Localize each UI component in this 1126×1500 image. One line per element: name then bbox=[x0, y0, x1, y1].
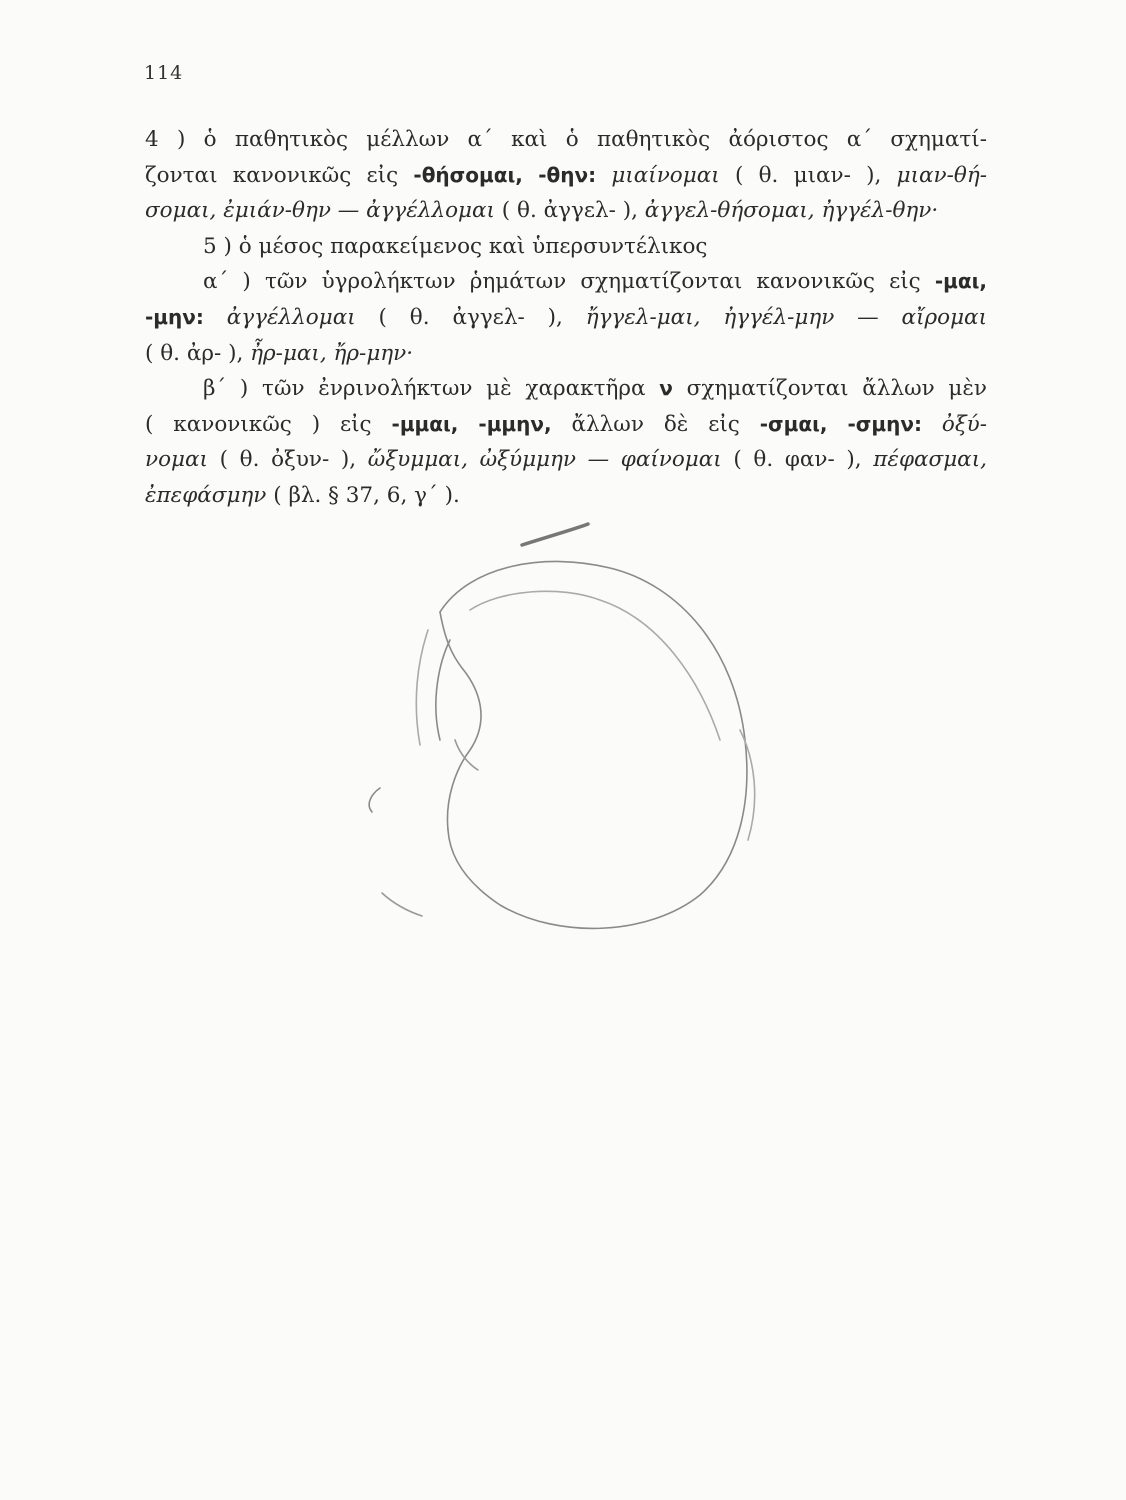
text-run: ( θ. ἀρ- ), bbox=[145, 340, 251, 366]
bold-term: -μην: bbox=[145, 304, 204, 329]
italic-word: ἤγγελ-μαι, ἠγγέλ-μην — αἴρομαι bbox=[585, 304, 987, 330]
italic-word: ἦρ-μαι, ἤρ-μην· bbox=[250, 340, 414, 366]
pencil-stroke bbox=[470, 591, 720, 740]
bold-term: -θήσομαι, -θην: bbox=[413, 162, 597, 187]
text-run bbox=[204, 305, 227, 330]
pencil-stroke bbox=[522, 524, 588, 545]
text-run: ἄλλων δὲ εἰς bbox=[551, 411, 760, 437]
bold-term: -σμαι, -σμην: bbox=[759, 411, 922, 436]
text-line bbox=[145, 158, 987, 194]
italic-word: ὀξύ- bbox=[941, 411, 987, 437]
text-line bbox=[145, 478, 987, 514]
text-run: 4 ) ὁ παθητικὸς μέλλων α΄ καὶ ὁ παθητικὸς ἀόριστος α΄ σχηματί- bbox=[145, 127, 987, 152]
text-run bbox=[596, 163, 611, 188]
body-text bbox=[145, 122, 987, 514]
text-run: ( θ. ἀγγελ- ), bbox=[494, 198, 645, 224]
italic-word: ἐπεφάσμην bbox=[145, 482, 267, 508]
pencil-stroke bbox=[740, 730, 755, 840]
pencil-stroke bbox=[416, 630, 428, 745]
text-run: 5 ) ὁ μέσος παρακείμενος καὶ ὑπερσυντέλικος bbox=[203, 233, 708, 259]
italic-word: ἀγγέλλομαι bbox=[226, 304, 356, 330]
bold-term: ν bbox=[659, 376, 673, 401]
text-line bbox=[145, 264, 987, 300]
pencil-stroke bbox=[440, 561, 747, 928]
text-run: ( κανονικῶς ) εἰς bbox=[145, 411, 392, 437]
italic-word: πέφασμαι, bbox=[873, 447, 987, 473]
text-line bbox=[145, 122, 987, 158]
italic-word: ὤξυμμαι, ὠξύμμην — φαίνομαι bbox=[367, 447, 722, 473]
text-run: ( θ. μιαν- ), bbox=[719, 162, 897, 188]
text-line bbox=[145, 300, 987, 336]
text-line bbox=[145, 193, 987, 229]
bold-term: -μαι, bbox=[934, 269, 987, 294]
text-line bbox=[145, 407, 987, 443]
pencil-stroke bbox=[436, 640, 450, 740]
bold-term: -μμαι, -μμην, bbox=[391, 411, 552, 436]
page-number: 114 bbox=[144, 62, 184, 84]
text-line bbox=[145, 336, 987, 372]
text-run: α΄ ) τῶν ὑγρολήκτων ῥημάτων σχηματίζονται κανονικῶς εἰς bbox=[203, 269, 935, 295]
text-run: ( θ. φαν- ), bbox=[721, 447, 874, 473]
pencil-stroke bbox=[455, 740, 478, 770]
italic-word: ἀγγελ-θήσομαι, ἠγγέλ-θην· bbox=[644, 198, 939, 224]
pencil-stroke bbox=[382, 893, 422, 916]
pencil-stroke bbox=[440, 612, 481, 830]
text-run: ( θ. ἀγγελ- ), bbox=[355, 304, 586, 330]
italic-word: μιαίνομαι bbox=[611, 162, 720, 188]
text-line bbox=[145, 371, 987, 407]
italic-word: νομαι bbox=[145, 447, 208, 473]
text-run: σχηματίζονται ἄλλων μὲν bbox=[672, 376, 987, 402]
text-run bbox=[922, 412, 942, 437]
italic-word: σομαι, ἐμιάν-θην — ἀγγέλλομαι bbox=[145, 198, 495, 224]
text-run: β΄ ) τῶν ἐνρινολήκτων μὲ χαρακτῆρα bbox=[203, 376, 660, 402]
text-run: ( θ. ὀξυν- ), bbox=[207, 447, 368, 473]
text-run: ζονται κανονικῶς εἰς bbox=[145, 162, 414, 188]
text-line bbox=[145, 229, 987, 265]
pencil-stroke bbox=[369, 788, 380, 812]
text-line bbox=[145, 442, 987, 478]
italic-word: μιαν-θή- bbox=[896, 162, 987, 188]
text-run: ( βλ. § 37, 6, γ΄ ). bbox=[266, 482, 460, 508]
